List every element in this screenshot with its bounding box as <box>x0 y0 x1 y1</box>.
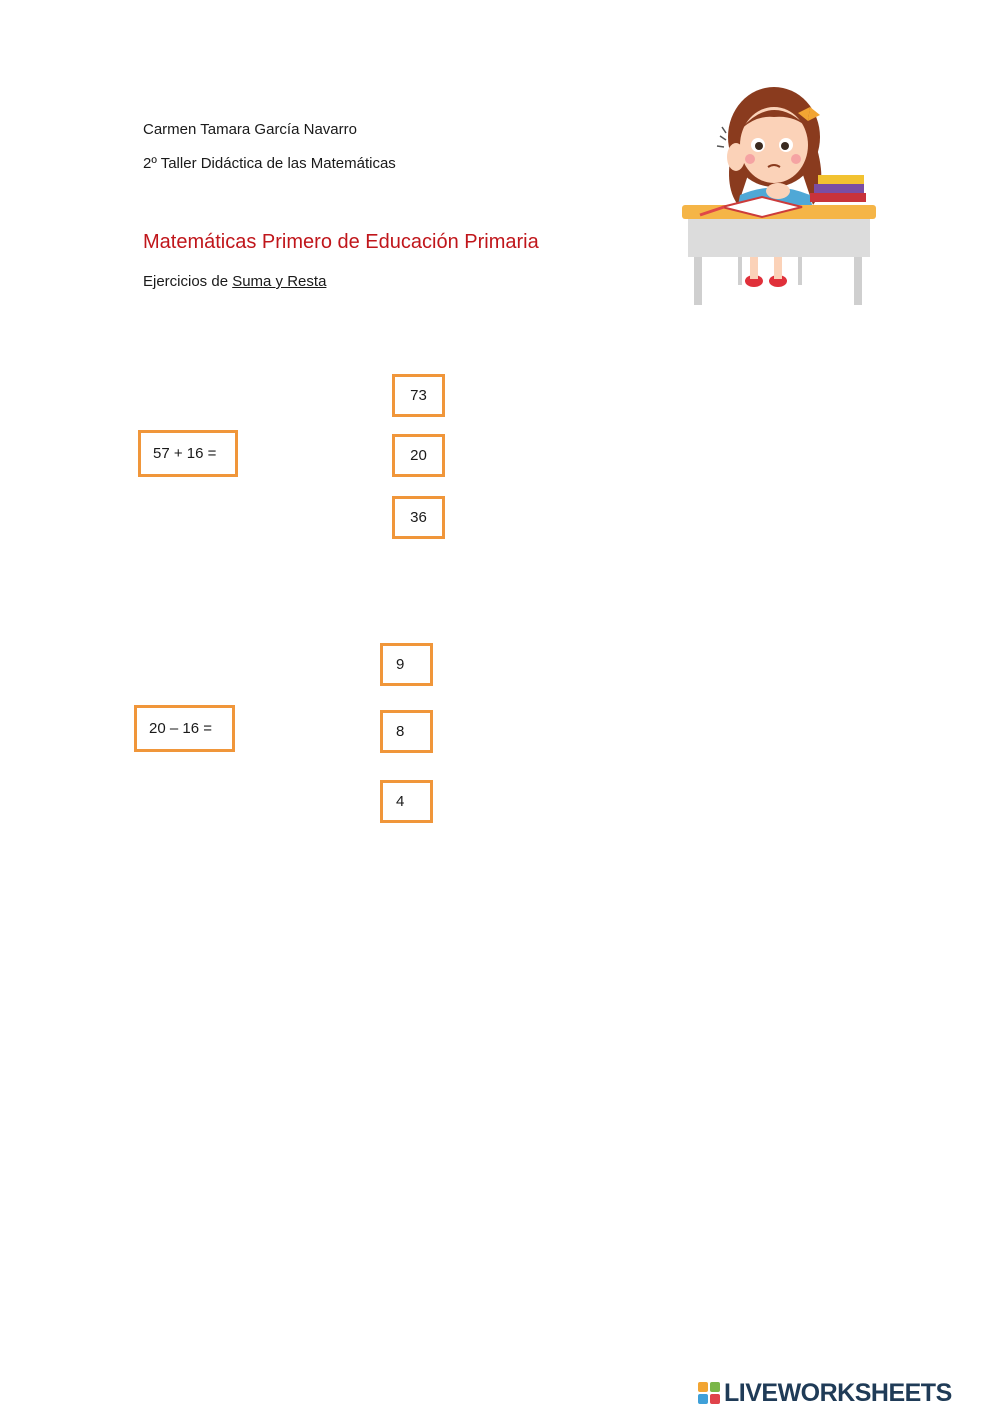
answer-option-1c[interactable]: 36 <box>392 496 445 539</box>
worksheet-subtitle <box>143 273 326 290</box>
answer-option-2a[interactable]: 9 <box>380 643 433 686</box>
course-name: 2º Taller Didáctica de las Matemáticas <box>143 155 396 172</box>
answer-option-2c[interactable]: 4 <box>380 780 433 823</box>
liveworksheets-logo-icon <box>698 1382 720 1404</box>
equation-box-2: 20 – 16 = <box>134 705 235 752</box>
answer-option-1a[interactable]: 73 <box>392 374 445 417</box>
subtitle-topic: Suma y Resta <box>232 273 327 290</box>
answer-option-2b[interactable]: 8 <box>380 710 433 753</box>
girl-at-desk-thinking-illustration <box>678 85 878 310</box>
subtitle-prefix: Ejercicios de <box>143 273 233 290</box>
worksheet-title: Matemáticas Primero de Educación Primaria <box>143 231 539 253</box>
liveworksheets-brand-text: LIVEWORKSHEETS <box>724 1378 952 1407</box>
equation-box-1: 57 + 16 = <box>138 430 238 477</box>
author-name: Carmen Tamara García Navarro <box>143 121 357 138</box>
liveworksheets-logo[interactable] <box>698 1377 952 1409</box>
answer-option-1b[interactable]: 20 <box>392 434 445 477</box>
